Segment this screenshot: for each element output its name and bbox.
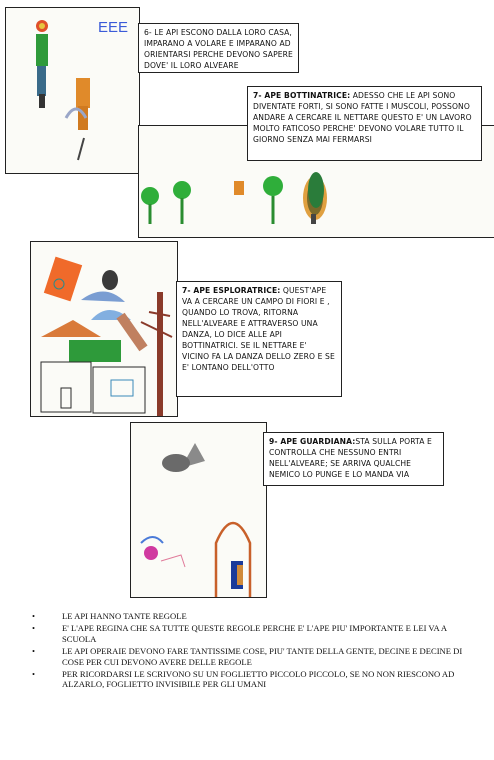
drawing-guard-bee xyxy=(130,422,267,598)
bullet-text: E' L'APE REGINA CHE SA TUTTE QUESTE REGOLE PERCHE E' L'APE PIU' IMPORTANTE E LEI VA A SCUOLA xyxy=(62,623,447,644)
caption-guard-bee xyxy=(263,432,444,486)
bullet-text: LE API HANNO TANTE REGOLE xyxy=(62,611,187,621)
list-item xyxy=(32,669,472,690)
caption-scout-text: QUEST'APE VA A CERCARE UN CAMPO DI FIORI E , QUANDO LO TROVA, RITORNA NELL'ALVEARE E ATTRAVERSO UNA DANZA, LO DICE ALLE API BOTTINATRICI. SE IL NETTARE E' VICINO FA LA DANZA DELLO ZERO E SE E' LONTANO DELL'OTTO xyxy=(182,286,335,372)
list-item xyxy=(32,623,472,644)
bullet-dot: • xyxy=(32,646,36,657)
caption-guard-text: STA SULLA PORTA E CONTROLLA CHE NESSUNO ENTRI NELL'ALVEARE; SE ARRIVA QUALCHE NEMICO LO PUNGE E LO MANDA VIA xyxy=(269,437,432,479)
caption-forager-title: 7- APE BOTTINATRICE: xyxy=(253,91,351,100)
drawing-3-art xyxy=(31,242,177,416)
caption-6-text: 6- LE API ESCONO DALLA LORO CASA, IMPARANO A VOLARE E IMPARANO AD ORIENTARSI PERCHE DEVONO SAPERE DOVE' IL LORO ALVEARE xyxy=(144,28,293,70)
bullet-text: PER RICORDARSI LE SCRIVONO SU UN FOGLIETTO PICCOLO PICCOLO, SE NO NON RIESCONO AD ALZARLO, FOGLIETTO INVISIBILE PER GLI UMANI xyxy=(62,669,455,690)
bullet-dot: • xyxy=(32,669,36,680)
drawing-1-art xyxy=(6,8,139,173)
caption-forager-bee xyxy=(247,86,482,161)
caption-guard-title: 9- APE GUARDIANA: xyxy=(269,437,356,446)
drawing-bees-leaving-hive xyxy=(5,7,140,174)
list-item xyxy=(32,611,472,621)
caption-scout-title: 7- APE ESPLORATRICE: xyxy=(182,286,281,295)
drawing-scout-bee xyxy=(30,241,178,417)
rules-bullet-list xyxy=(32,611,472,692)
list-item xyxy=(32,646,472,667)
caption-forager-text: ADESSO CHE LE API SONO DIVENTATE FORTI, SI SONO FATTE I MUSCOLI, POSSONO ANDARE A CERCARE IL NETTARE QUESTO E' UN LAVORO MOLTO FATICOSO PERCHE' DEVONO VOLARE TUTTO IL GIORNO SENZA MAI FERMARSI xyxy=(253,91,472,144)
caption-scout-bee xyxy=(176,281,342,397)
bullet-text: LE API OPERAIE DEVONO FARE TANTISSIME COSE, PIU' TANTE DELLA GENTE, DECINE E DECINE DI COSE PER CUI DEVONO AVERE DELLE REGOLE xyxy=(62,646,463,667)
bullet-dot: • xyxy=(32,623,36,634)
scribble-text: EEE xyxy=(98,19,129,36)
caption-step-6 xyxy=(138,23,299,73)
drawing-4-art xyxy=(131,423,266,597)
bullet-dot: • xyxy=(32,611,36,621)
